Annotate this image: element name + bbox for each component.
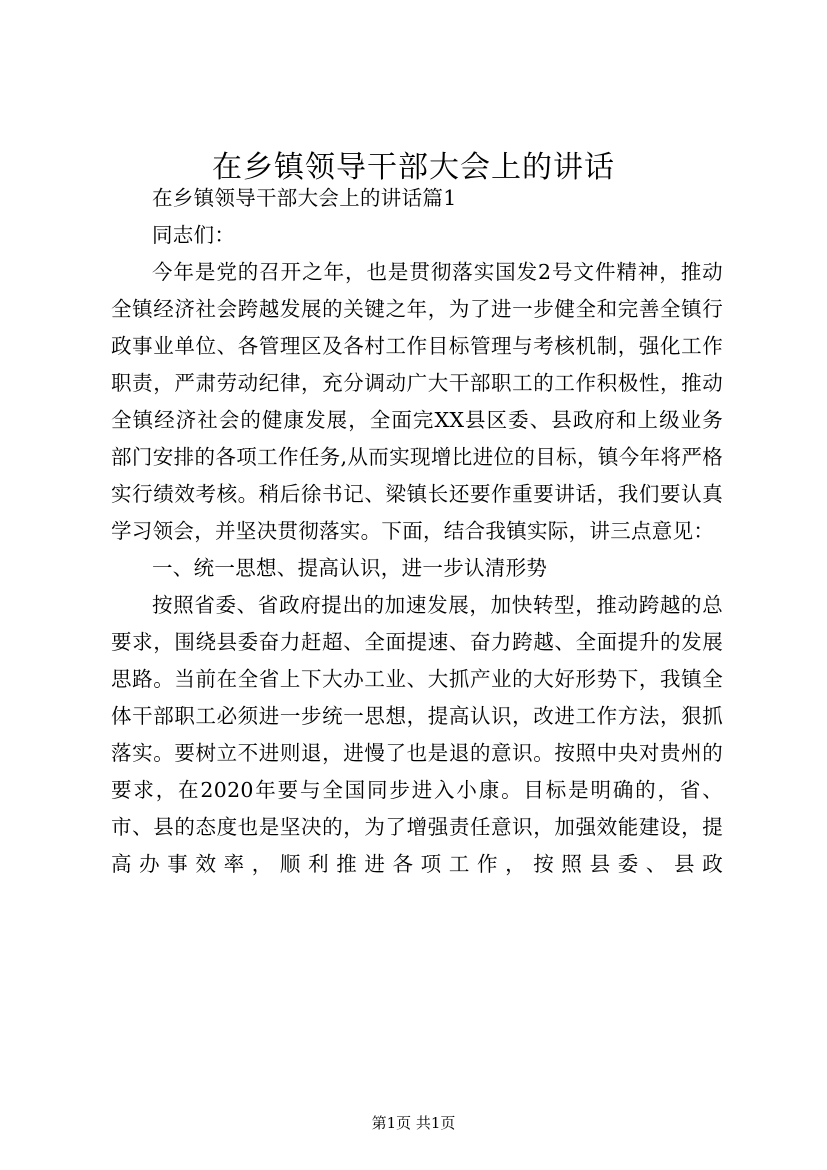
paragraph: 今年是党的召开之年，也是贯彻落实国发2号文件精神，推动全镇经济社会跨越发展的关键之年，为了进一步健全和完善全镇行政事业单位、各管理区及各村工作目标管理与考核机制，强化工作职责，严肃劳动纪律，充分调动广大干部职工的工作积极性，推动全镇经济社会的健康发展，全面完XX县区委、县政府和上级业务部门安排的各项工作任务,从而实现增比进位的目标，镇今年将严格实行绩效考核。稍后徐书记、梁镇长还要作重要讲话，我们要认真学习领会，并坚决贯彻落实。下面，结合我镇实际，讲三点意见： (111, 260, 723, 543)
page-number-footer: 第1页 共1页 (371, 1114, 456, 1132)
document-title: 在乡镇领导干部大会上的讲话 (212, 150, 615, 185)
paragraph: 按照省委、省政府提出的加速发展，加快转型，推动跨越的总要求，围绕县委奋力赶超、全面提速、奋力跨越、全面提升的发展思路。当前在全省上下大办工业、大抓产业的大好形势下，我镇全体干部职工必须进一步统一思想，提高认识，改进工作方法，狠抓落实。要树立不进则退，进慢了也是退的意识。按照中央对贵州的要求，在2020年要与全国同步进入小康。目标是明确的，省、市、县的态度也是坚决的，为了增强责任意识，加强效能建设，提高办事效率，顺利推进各项工作，按照县委、县政 (111, 593, 723, 876)
document-body (111, 180, 723, 883)
salutation: 同志们： (152, 223, 236, 247)
section-heading: 在乡镇领导干部大会上的讲话篇1 (152, 186, 457, 210)
subheading: 一、统一思想、提高认识，进一步认清形势 (152, 556, 548, 580)
